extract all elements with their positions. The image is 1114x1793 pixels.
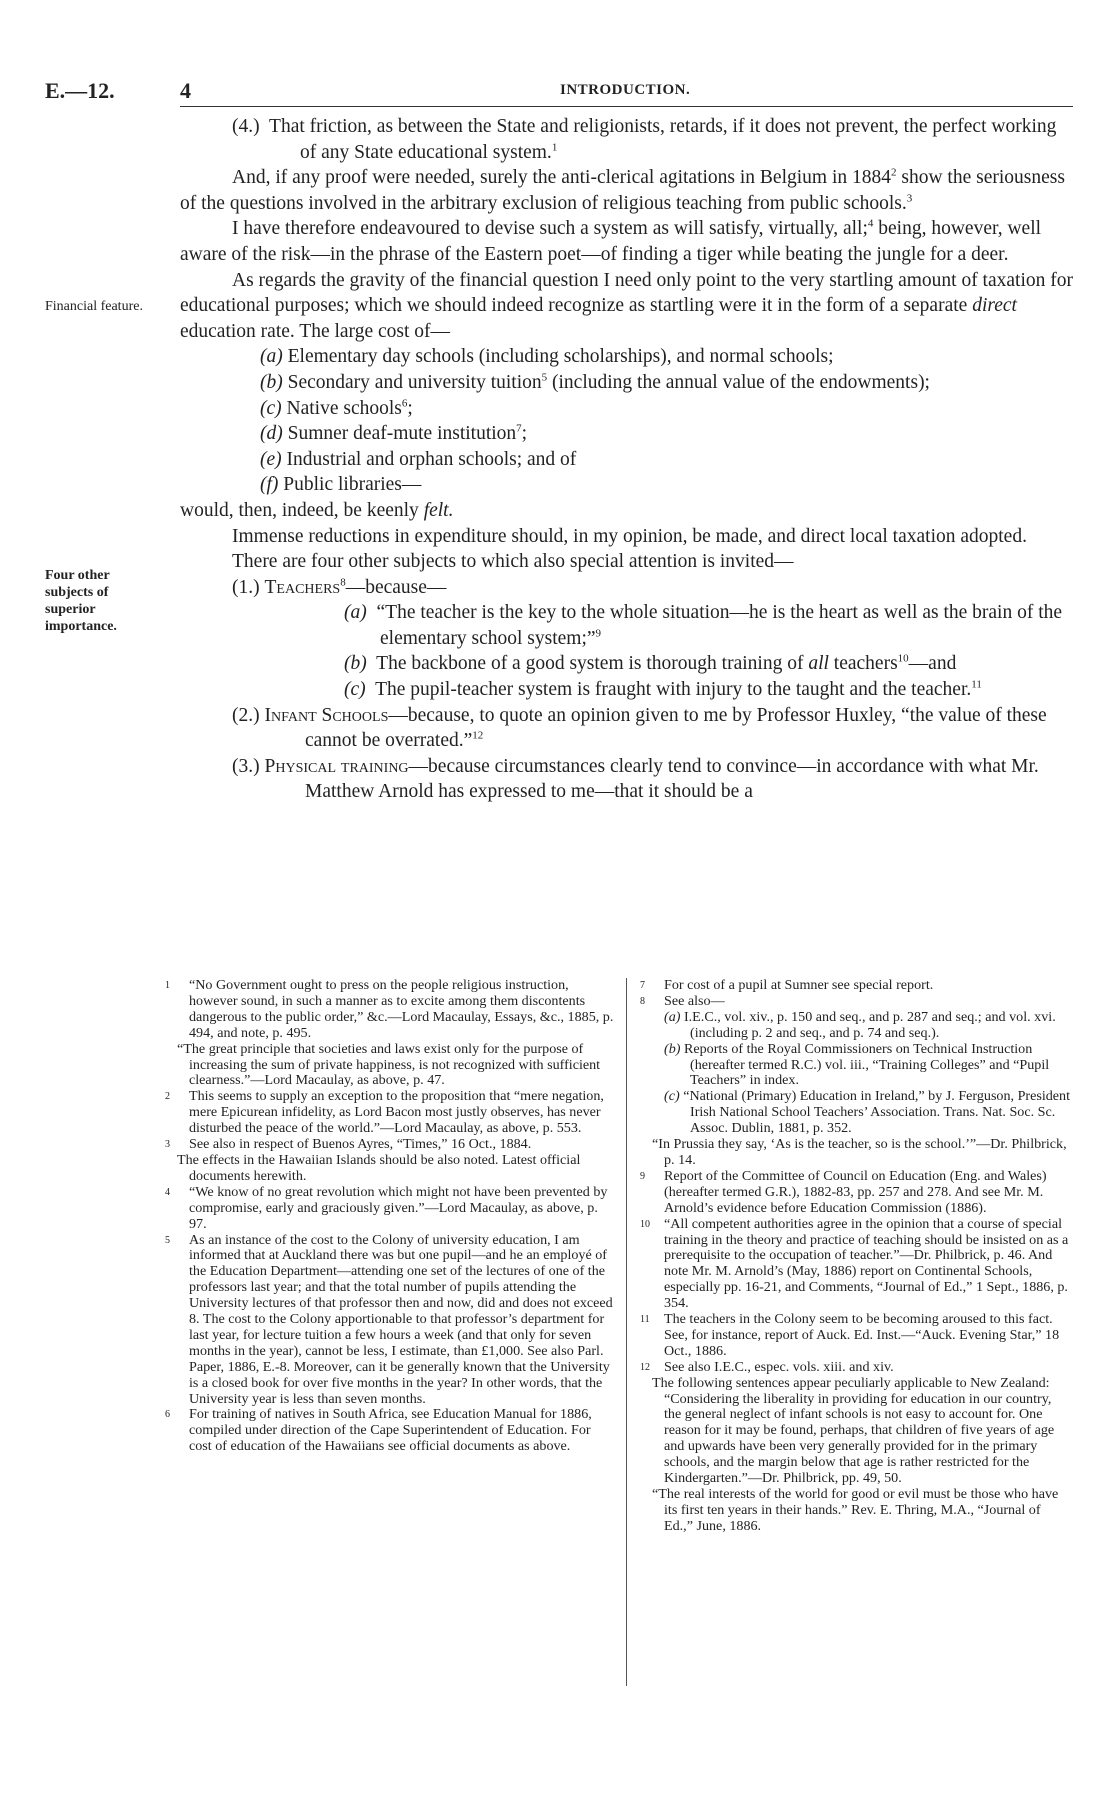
- footnote-8a: (a) I.E.C., vol. xiv., p. 150 and seq., and p. 287 and seq.; and vol. xvi. (including p. 2 and seq., and p. 74 and seq.).: [664, 1008, 1056, 1041]
- footnote-9: 9 Report of the Committee of Council on Education (Eng. and Wales) (hereafter termed G.R.), 1882-83, pp. 257 and 278. And see Mr. M. Arnold’s evidence before Education Commission (1886).: [640, 1167, 1047, 1216]
- paragraph-reductions: Immense reductions in expenditure should, in my opinion, be made, and direct local taxation adopted.: [232, 525, 1027, 547]
- footnote-10: 10 “All competent authorities agree in the opinion that a course of special training in the theory and practice of teaching should be insisted on as a prerequisite to the occupation of teacher.”—Dr. Philbrick, p. 46. And note Mr. M. Arnold’s (May, 1886) report on Continental Schools, especially pp. 16-21, and Comments, “Journal of Ed.,” 1 Sept., 1886, p. 354.: [640, 1215, 1069, 1312]
- footnote-4: 4 “We know of no great revolution which might not have been prevented by compromise, early and graciously given.”—Lord Macaulay, as above, p. 97.: [165, 1183, 608, 1232]
- cost-list: [180, 344, 1073, 498]
- paragraph-felt: would, then, indeed, be keenly felt.: [180, 499, 454, 521]
- footnote-3: 3 See also in respect of Buenos Ayres, “Times,” 16 Oct., 1884.: [165, 1136, 532, 1153]
- footnote-6: 6 For training of natives in South Africa, see Education Manual for 1886, compiled under direction of the Cape Superintendent of Education. For cost of education of the Hawaiians see official documents as above.: [165, 1406, 592, 1455]
- footnote-8-quote: “In Prussia they say, ‘As is the teacher, so is the school.’”—Dr. Philbrick, p. 14.: [652, 1136, 1067, 1168]
- subject-teachers: (1.) Teachers$^8$—because—: [232, 576, 447, 598]
- subject-teachers-c: (c) The pupil-teacher system is fraught with injury to the taught and the teacher.$^{11}$: [344, 678, 982, 701]
- footnote-divider: [626, 978, 627, 1686]
- list-item: (b) Secondary and university tuition$^5$ (including the annual value of the endowments);: [260, 371, 930, 393]
- footnote-1-continued: “The great principle that societies and laws exist only for the purpose of increasing the sum of private happiness, is not recognized with sufficient clearness.”—Lord Macaulay, as above, p. 47.: [177, 1040, 601, 1089]
- footnote-3-continued: The effects in the Hawaiian Islands should be also noted. Latest official documents herewith.: [177, 1151, 581, 1184]
- margin-note-four-other: Four other subjects of superior importance.: [45, 568, 117, 634]
- footnote-5: 5 As an instance of the cost to the Colony of university education, I am informed that at Auckland there was but one pupil—and he an employé of the Education Department—attending one set of the lectures of one of the professors last year; and that the total number of pupils attending the University lectures of that professor then and now, did and does not exceed 8. The cost to the Colony apportionable to that professor’s department for last year, for lecture tuition a few hours a week (and that only for seven months in the year), cannot be less, I estimate, than £1,000. See also Parl. Paper, 1886, E.-8. Moreover, can it be generally known that the University is a closed book for over five months in the year? In other words, that the University year is less than seven months.: [165, 1231, 613, 1407]
- paragraph-financial: As regards the gravity of the financial question I need only point to the very startling amount of taxation for educational purposes; which we should indeed recognize as startling were it in the form of a separate direct education rate. The large cost of—: [180, 269, 1073, 342]
- footnote-11: 11 The teachers in the Colony seem to be becoming aroused to this fact. See, for instance, report of Auck. Ed. Inst.—“Auck. Evening Star,” 18 Oct., 1886.: [640, 1311, 1060, 1359]
- footnote-2: 2 This seems to supply an exception to the proposition that “mere negation, mere Epicurean infidelity, as Lord Bacon most justly observes, has never disturbed the peace of the world.”—Lord Macaulay, as above, p. 553.: [165, 1088, 604, 1137]
- subject-infant-schools: (2.) Infant Schools—because, to quote an opinion given to me by Professor Huxley, “the value of these cannot be overrated.”$^{12}$: [232, 704, 1047, 752]
- subject-physical-training: (3.) Physical training—because circumstances clearly tend to convince—in accordance with what Mr. Matthew Arnold has expressed to me—that it should be a: [232, 755, 1039, 803]
- footnote-12-continued: The following sentences appear peculiarly applicable to New Zealand: “Considering the liberality in providing for education in our country, the general neglect of infant schools is not easy to account for. One reason for it may be found, perhaps, that children of five years of age and upwards have been very generally provided for in the primary schools, and the margin below that age is rather restricted for the Kindergarten.”—Dr. Philbrick, pp. 49, 50.: [652, 1374, 1055, 1487]
- list-item: (a) Elementary day schools (including scholarships), and normal schools;: [260, 346, 834, 368]
- list-item: (c) Native schools$^6$;: [260, 397, 413, 419]
- subject-teachers-b: (b) The backbone of a good system is thorough training of all teachers$^{10}$—and: [344, 652, 957, 675]
- footnotes-right: [640, 978, 1072, 1535]
- footnote-8: 8 See also—: [640, 992, 725, 1009]
- footnote-7: 7 For cost of a pupil at Sumner see special report.: [640, 977, 934, 993]
- footnote-1: 1 “No Government ought to press on the people religious instruction, however sound, in such a manner as to excite among them discontents dangerous to the public order,” &c.—Lord Macaulay, Essays, &c., 1885, p. 494, and note, p. 495.: [165, 977, 614, 1041]
- page-title: INTRODUCTION.: [560, 82, 691, 98]
- paragraph-4: (4.) That friction, as between the State and religionists, retards, if it does not prevent, the perfect working of any State educational system.$^1$: [232, 116, 1057, 163]
- list-item: (e) Industrial and orphan schools; and of: [260, 448, 577, 470]
- subject-teachers-a: (a) “The teacher is the key to the whole situation—he is the heart as well as the brain of the elementary school system;”$^9$: [344, 602, 1063, 649]
- paragraph-four-subjects: There are four other subjects to which also special attention is invited—: [232, 551, 794, 573]
- footnote-12: 12 See also I.E.C., espec. vols. xiii. and xiv.: [640, 1358, 894, 1375]
- footnote-8c: (c) “National (Primary) Education in Ireland,” by J. Ferguson, President Irish National School Teachers’ Association. Trans. Nat. Soc. Sc. Assoc. Dublin, 1881, p. 352.: [664, 1088, 1071, 1137]
- paragraph-system: I have therefore endeavoured to devise such a system as will satisfy, virtually, all;$^4$ being, however, well aware of the risk—in the phrase of the Eastern poet—of finding a tiger while beating the jungle for a deer.: [180, 217, 1042, 265]
- margin-note-financial: Financial feature.: [45, 299, 143, 314]
- page-number: 4: [180, 78, 191, 103]
- list-item: (d) Sumner deaf-mute institution$^7$;: [260, 422, 528, 445]
- paragraph-belgium: And, if any proof were needed, surely the anti-clerical agitations in Belgium in 1884$^2$ show the seriousness of the questions involved in the arbitrary exclusion of religious teaching from public schools.$^3$: [180, 166, 1065, 214]
- list-item: (f) Public libraries—: [260, 474, 422, 496]
- footnote-12-quote: “The real interests of the world for good or evil must be those who have its first ten years in their hands.” Rev. E. Thring, M.A., “Journal of Ed.,” June, 1886.: [652, 1486, 1059, 1534]
- header-rule: [180, 106, 1073, 107]
- footnote-8b: (b) Reports of the Royal Commissioners on Technical Instruction (hereafter termed R.C.) vol. iii., “Training Colleges” and “Pupil Teachers” in index.: [664, 1040, 1050, 1089]
- footnotes-left: [165, 978, 615, 1455]
- body-text: [180, 114, 1073, 805]
- document-code: E.—12.: [45, 78, 115, 103]
